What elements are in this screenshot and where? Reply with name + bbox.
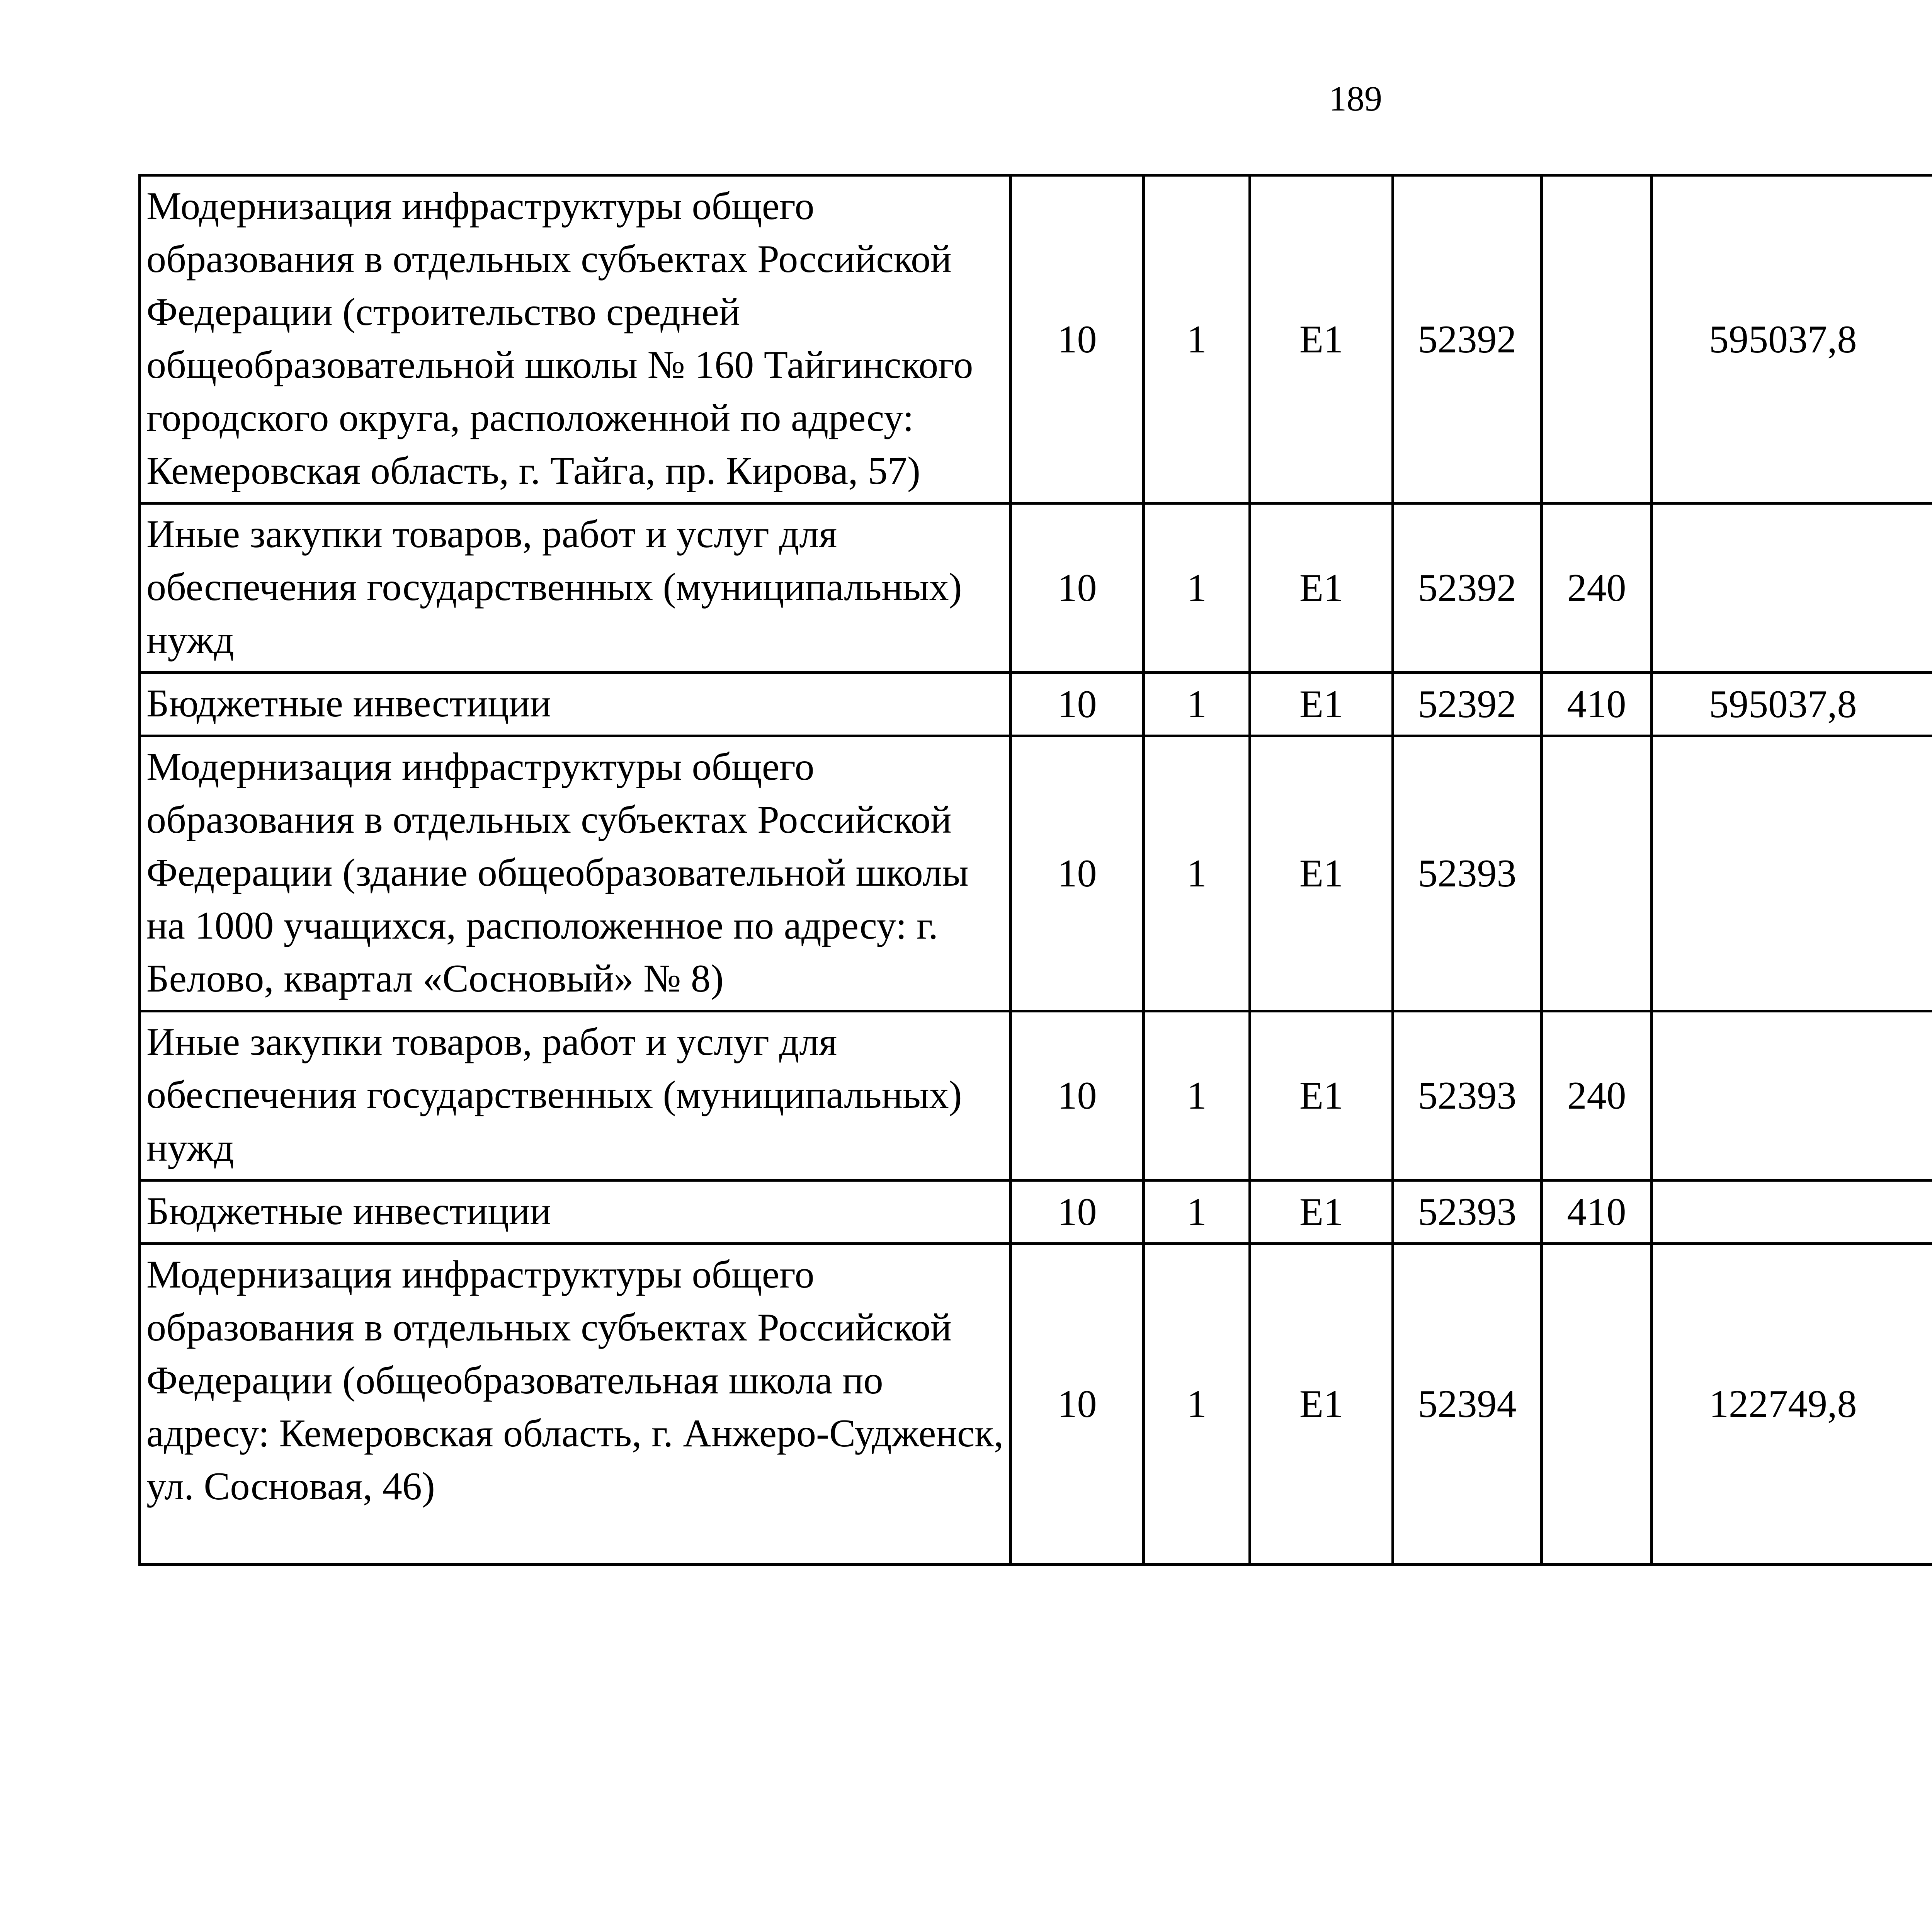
direction-cell: 52392 [1393, 175, 1542, 503]
program-cell: E1 [1250, 673, 1393, 736]
table-row [140, 1244, 1932, 1565]
subsection-cell: 1 [1144, 673, 1250, 736]
section-cell: 10 [1011, 673, 1144, 736]
amount-1-cell [1652, 1180, 1932, 1244]
subsection-cell: 1 [1144, 1244, 1250, 1565]
direction-cell: 52393 [1393, 1180, 1542, 1244]
row-name: Модернизация инфраструктуры общего образования в отдельных субъектах Российской Федерации (строительство средней общеобразовательной школы № 160 Тайгинского городского округа, расположенной по адресу: Кемеровская область, г. Тайга, пр. Кирова, 57) [140, 175, 1011, 503]
section-cell: 10 [1011, 736, 1144, 1011]
expense-type-cell: 410 [1542, 1180, 1652, 1244]
direction-cell: 52392 [1393, 673, 1542, 736]
row-name: Модернизация инфраструктуры общего образования в отдельных субъектах Российской Федерации (здание общеобразовательной школы на 1000 учащихся, расположенное по адресу: г. Белово, квартал «Сосновый» № 8) [140, 736, 1011, 1011]
expense-type-cell: 240 [1542, 503, 1652, 673]
amount-1-cell [1652, 503, 1932, 673]
section-cell: 10 [1011, 175, 1144, 503]
program-cell: E1 [1250, 175, 1393, 503]
row-name: Модернизация инфраструктуры общего образования в отдельных субъектах Российской Федерации (общеобразовательная школа по адресу: Кемеровская область, г. Анжеро-Судженск, ул. Сосновая, 46) [140, 1244, 1011, 1565]
program-cell: E1 [1250, 1180, 1393, 1244]
section-cell: 10 [1011, 1244, 1144, 1565]
table-row [140, 673, 1932, 736]
page-number: 189 [1329, 79, 1382, 118]
expense-type-cell: 410 [1542, 673, 1652, 736]
expense-type-cell [1542, 1244, 1652, 1565]
program-cell: E1 [1250, 1011, 1393, 1180]
direction-cell: 52393 [1393, 736, 1542, 1011]
amount-1-cell: 122749,8 [1652, 1244, 1932, 1565]
section-cell: 10 [1011, 503, 1144, 673]
row-name: Бюджетные инвестиции [140, 1180, 1011, 1244]
table-row [140, 736, 1932, 1011]
row-name: Иные закупки товаров, работ и услуг для обеспечения государственных (муниципальных) нужд [140, 503, 1011, 673]
direction-cell: 52393 [1393, 1011, 1542, 1180]
table-row [140, 1011, 1932, 1180]
subsection-cell: 1 [1144, 175, 1250, 503]
table-row [140, 175, 1932, 503]
subsection-cell: 1 [1144, 503, 1250, 673]
program-cell: E1 [1250, 503, 1393, 673]
row-name: Иные закупки товаров, работ и услуг для обеспечения государственных (муниципальных) нужд [140, 1011, 1011, 1180]
section-cell: 10 [1011, 1180, 1144, 1244]
amount-1-cell: 595037,8 [1652, 175, 1932, 503]
table-row [140, 1180, 1932, 1244]
subsection-cell: 1 [1144, 736, 1250, 1011]
amount-1-cell [1652, 736, 1932, 1011]
subsection-cell: 1 [1144, 1011, 1250, 1180]
table-row [140, 503, 1932, 673]
subsection-cell: 1 [1144, 1180, 1250, 1244]
expense-type-cell [1542, 736, 1652, 1011]
row-name: Бюджетные инвестиции [140, 673, 1011, 736]
direction-cell: 52394 [1393, 1244, 1542, 1565]
amount-1-cell [1652, 1011, 1932, 1180]
program-cell: E1 [1250, 1244, 1393, 1565]
expense-type-cell [1542, 175, 1652, 503]
amount-1-cell: 595037,8 [1652, 673, 1932, 736]
expense-type-cell: 240 [1542, 1011, 1652, 1180]
program-cell: E1 [1250, 736, 1393, 1011]
budget-table [138, 174, 1932, 1566]
section-cell: 10 [1011, 1011, 1144, 1180]
direction-cell: 52392 [1393, 503, 1542, 673]
